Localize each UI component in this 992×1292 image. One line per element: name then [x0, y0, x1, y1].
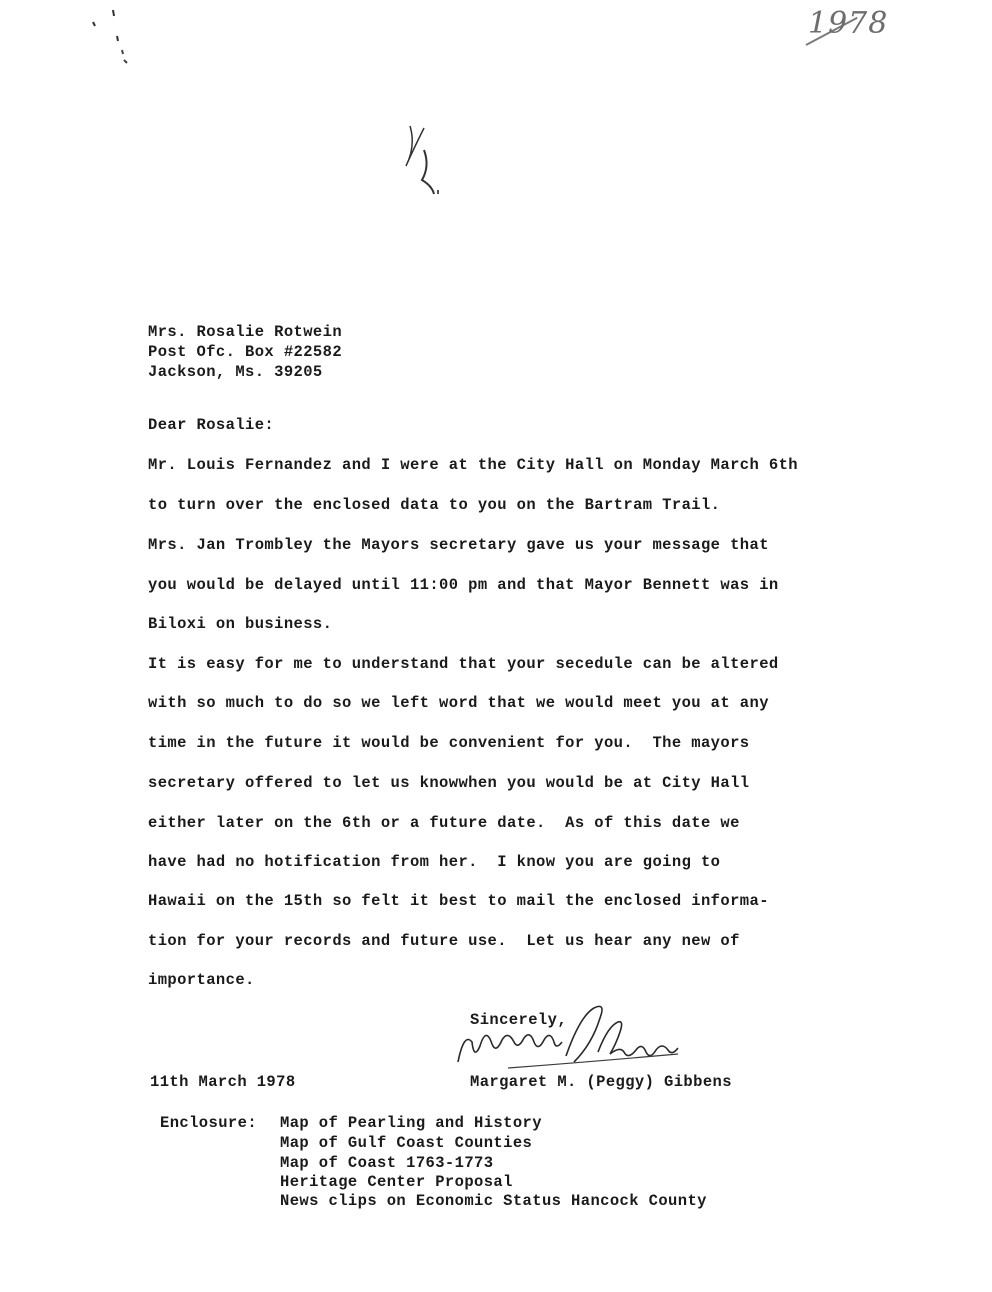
body-line: Hawaii on the 15th so felt it best to mail the enclosed informa- — [148, 892, 769, 910]
body-line: Mrs. Jan Trombley the Mayors secretary gave us your message that — [148, 536, 769, 554]
handwritten-year-annotation: 1978 — [808, 6, 889, 41]
enclosure-item: Heritage Center Proposal — [280, 1173, 513, 1191]
body-line: time in the future it would be convenient for you. The mayors — [148, 734, 750, 752]
body-line: Biloxi on business. — [148, 615, 333, 633]
enclosure-item: News clips on Economic Status Hancock County — [280, 1192, 707, 1210]
body-line: you would be delayed until 11:00 pm and that Mayor Bennett was in — [148, 576, 779, 594]
enclosure-item: Map of Pearling and History — [280, 1114, 542, 1132]
closing: Sincerely, — [470, 1011, 568, 1029]
body-line: secretary offered to let us knowwhen you would be at City Hall — [148, 774, 750, 792]
body-line: importance. — [148, 971, 255, 989]
body-line: either later on the 6th or a future date. As of this date we — [148, 814, 740, 832]
scan-specks — [0, 0, 992, 220]
body-line: It is easy for me to understand that your secedule can be altered — [148, 655, 779, 673]
body-line: have had no hotification from her. I know you are going to — [148, 853, 721, 871]
enclosure-label: Enclosure: — [160, 1114, 258, 1132]
body-line: with so much to do so we left word that we would meet you at any — [148, 694, 769, 712]
body-line: to turn over the enclosed data to you on the Bartram Trail. — [148, 496, 721, 514]
body-line: tion for your records and future use. Let us hear any new of — [148, 932, 740, 950]
enclosure-item: Map of Gulf Coast Counties — [280, 1134, 533, 1152]
recipient-name: Mrs. Rosalie Rotwein — [148, 323, 343, 341]
recipient-address-line-2: Jackson, Ms. 39205 — [148, 363, 323, 381]
enclosure-item: Map of Coast 1763-1773 — [280, 1154, 494, 1172]
handwritten-signature — [448, 1000, 708, 1080]
letter-date: 11th March 1978 — [150, 1073, 296, 1091]
recipient-address-line-1: Post Ofc. Box #22582 — [148, 343, 343, 361]
body-line: Mr. Louis Fernandez and I were at the City Hall on Monday March 6th — [148, 456, 799, 474]
salutation: Dear Rosalie: — [148, 416, 275, 434]
signature-name: Margaret M. (Peggy) Gibbens — [470, 1073, 732, 1091]
